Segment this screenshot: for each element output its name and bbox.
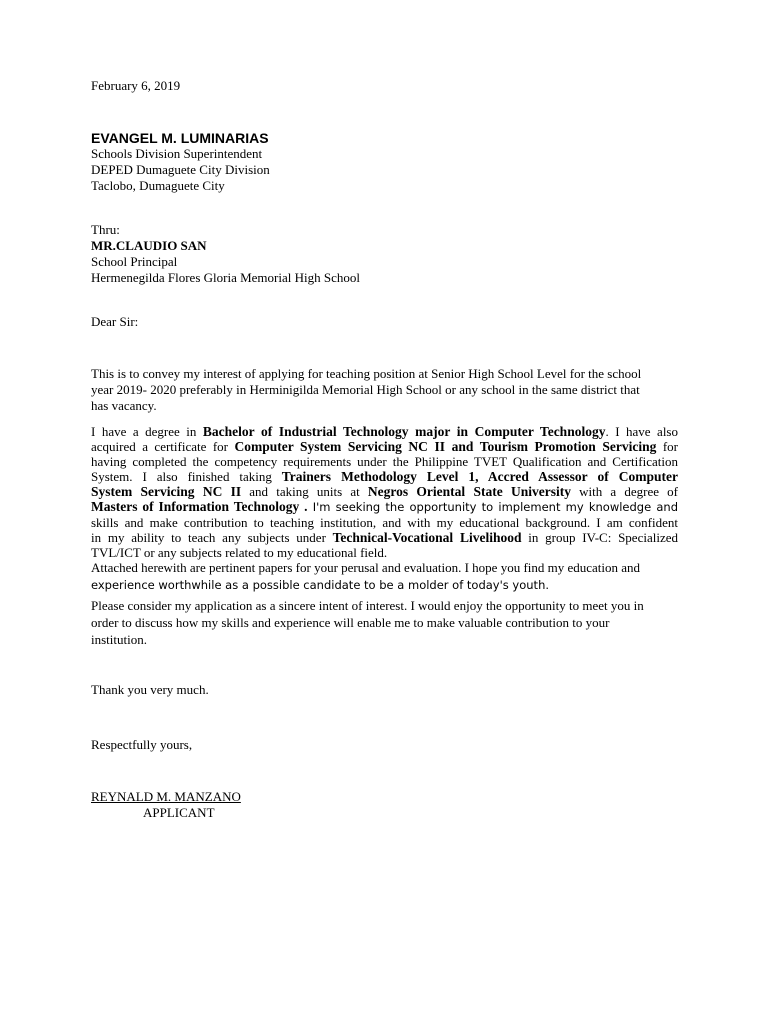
recipient-block (91, 130, 681, 194)
degree-text: Bachelor of Industrial Technology major in Computer Technology (202, 424, 606, 439)
paragraph-3-line: Please consider my application as a sincere intent of interest. I would enjoy the opportunity to meet you in (91, 598, 644, 613)
paragraph-1-line: year 2019- 2020 preferably in Herminigilda Memorial High School or any school in the same district that (91, 382, 640, 397)
text-segment: acquired a certificate for (91, 439, 235, 454)
recipient-division: DEPED Dumaguete City Division (91, 162, 270, 177)
text-segment: . I have also (605, 424, 678, 439)
recipient-name: EVANGEL M. LUMINARIAS (91, 130, 269, 146)
paragraph-1 (91, 366, 681, 414)
paragraph-2-row (91, 484, 678, 499)
signature-name: REYNALD M. MANZANO (91, 789, 241, 804)
paragraph-1-line: has vacancy. (91, 398, 157, 413)
paragraph-3-line: institution. (91, 632, 147, 647)
university-text: Negros Oriental State University (367, 484, 571, 499)
paragraph-2 (91, 424, 678, 594)
thru-block (91, 222, 681, 286)
text-segment: with a degree of (570, 484, 678, 499)
thru-school: Hermenegilda Flores Gloria Memorial High School (91, 270, 360, 285)
thanks (91, 682, 681, 698)
thanks-text: Thank you very much. (91, 682, 209, 697)
text-segment: , (475, 469, 488, 484)
letter-date (91, 78, 681, 94)
training-text: Trainers Methodology Level 1 (281, 469, 476, 484)
paragraph-2-row: Attached herewith are pertinent papers for your perusal and evaluation. I hope you find my education and (91, 560, 641, 575)
paragraph-3-line: order to discuss how my skills and experience will enable me to make valuable contribution to your (91, 615, 610, 630)
paragraph-2-row (91, 499, 678, 515)
text-segment: and taking units at (241, 484, 368, 499)
closing (91, 737, 681, 753)
certificate-text: Computer System Servicing NC II and Tourism Promotion Servicing (234, 439, 657, 454)
paragraph-2-row (91, 424, 678, 439)
text-segment: I have a degree in (91, 424, 203, 439)
paragraph-2-row (91, 469, 678, 484)
text-segment: in my ability to teach any subjects under (91, 530, 333, 545)
text-segment: in group IV-C: Specialized (521, 530, 678, 545)
paragraph-2-row (91, 530, 678, 545)
recipient-title: Schools Division Superintendent (91, 146, 263, 161)
signature-block (91, 789, 681, 821)
paragraph-2-row: experience worthwhile as a possible candidate to be a molder of today's youth. (91, 578, 550, 592)
paragraph-2-row: having completed the competency requirements under the Philippine TVET Qualification and Certification (91, 454, 678, 469)
signature-role: APPLICANT (143, 805, 215, 820)
tvl-text: Technical-Vocational Livelihood (332, 530, 522, 545)
paragraph-3 (91, 597, 681, 648)
text-segment: System. I also finished taking (91, 469, 282, 484)
paragraph-2-row: TVL/ICT or any subjects related to my educational field. (91, 545, 388, 560)
paragraph-2-row: skills and make contribution to teaching institution, and with my educational background. I am confident (91, 515, 678, 530)
text-segment: for (656, 439, 678, 454)
paragraph-2-row (91, 439, 678, 454)
date-text: February 6, 2019 (91, 78, 181, 93)
text-segment: I'm seeking the opportunity to implement my knowledge and (307, 500, 678, 514)
closing-text: Respectfully yours, (91, 737, 193, 752)
salutation-text: Dear Sir: (91, 314, 139, 329)
assessor-text: Accred Assessor of Computer (487, 469, 678, 484)
paragraph-1-line: This is to convey my interest of applying for teaching position at Senior High School Level for the school (91, 366, 642, 381)
thru-label: Thru: (91, 222, 120, 237)
assessor-text: System Servicing NC II (91, 484, 242, 499)
thru-name: MR.CLAUDIO SAN (91, 238, 207, 253)
thru-title: School Principal (91, 254, 178, 269)
salutation (91, 314, 681, 330)
recipient-address: Taclobo, Dumaguete City (91, 178, 225, 193)
masters-text: Masters of Information Technology . (91, 499, 308, 514)
